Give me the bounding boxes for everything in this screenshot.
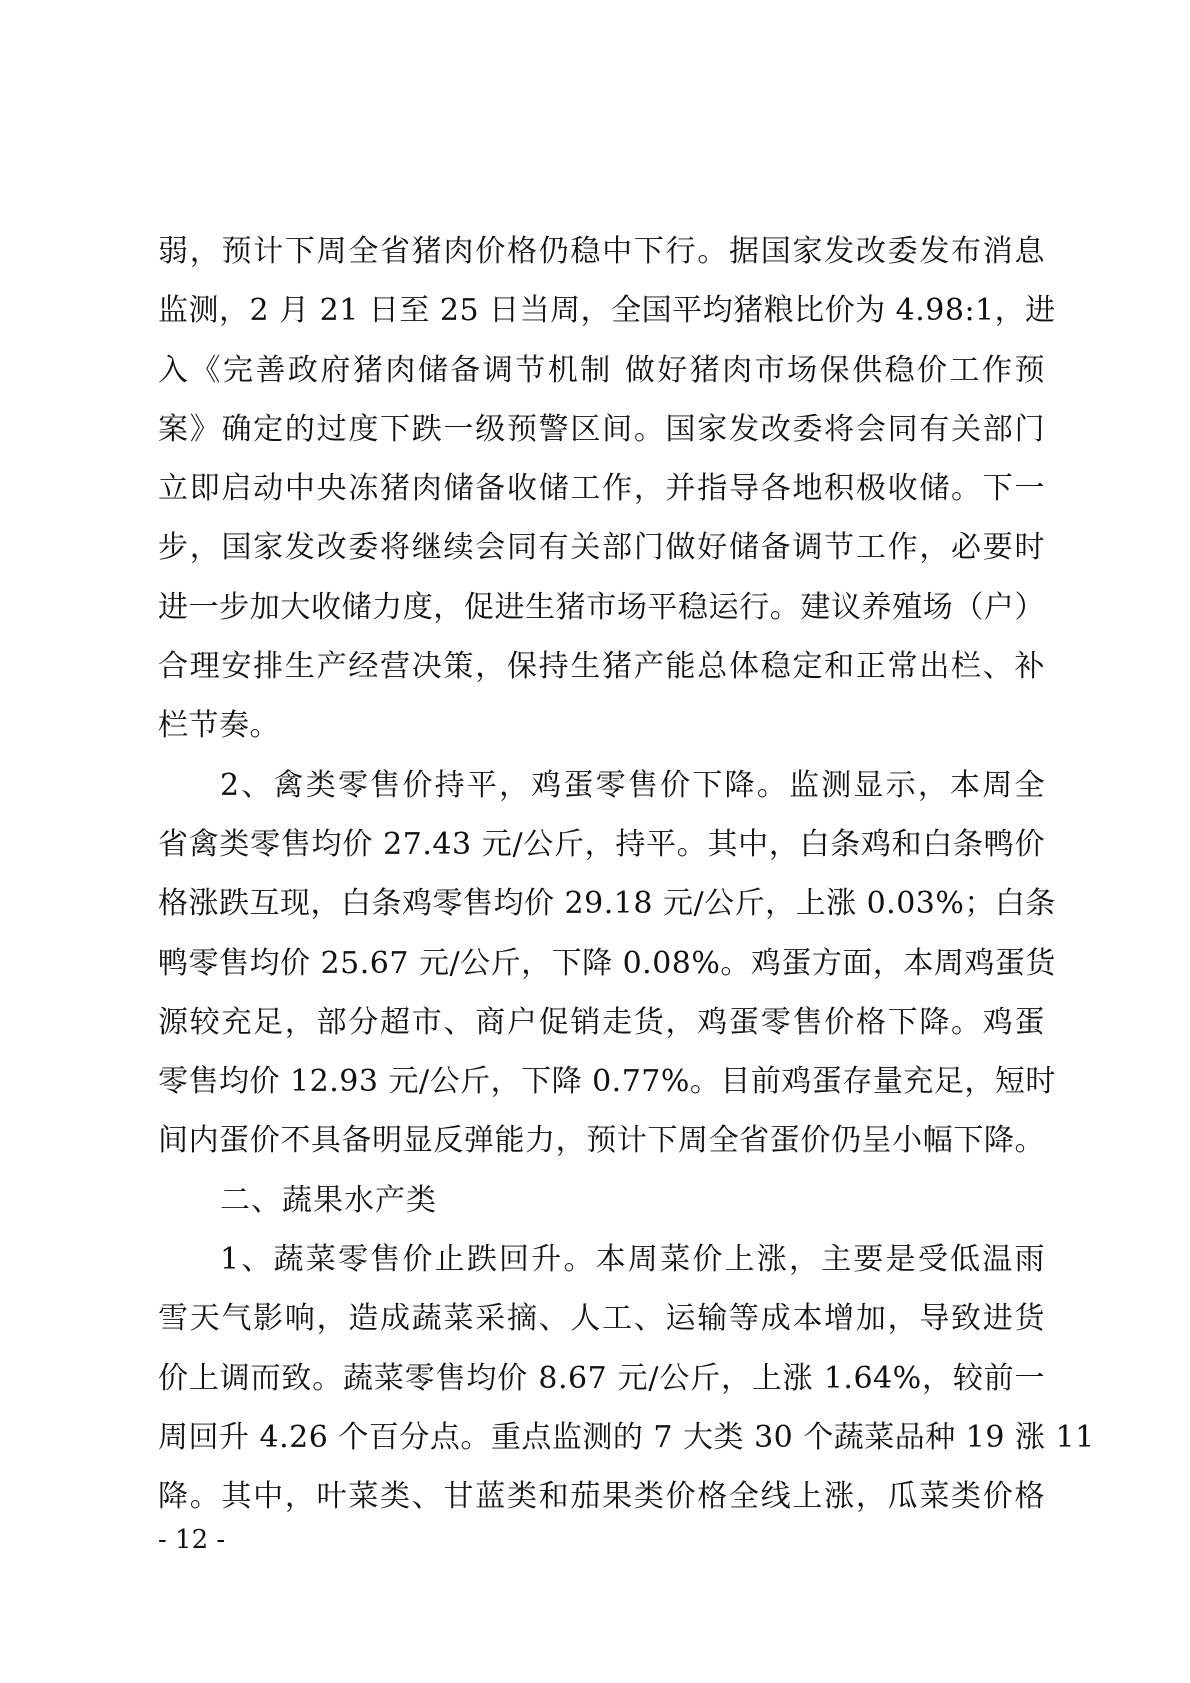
- text-line: 案》确定的过度下跌一级预警区间。国家发改委将会同有关部门: [158, 411, 1045, 447]
- text-line: 零售均价 12.93 元/公斤，下降 0.77%。目前鸡蛋存量充足，短时: [158, 1064, 1056, 1100]
- text-line: 弱，预计下周全省猪肉价格仍稳中下行。据国家发改委发布消息: [158, 234, 1045, 269]
- text-line: 步，国家发改委将继续会同有关部门做好储备调节工作，必要时: [158, 530, 1045, 566]
- text-line: 进一步加大收储力度，促进生猪市场平稳运行。建议养殖场（户）: [158, 589, 1045, 625]
- text-line: 立即启动中央冻猪肉储备收储工作，并指导各地积极收储。下一: [158, 471, 1045, 507]
- text-line: 鸭零售均价 25.67 元/公斤，下降 0.08%。鸡蛋方面，本周鸡蛋货: [158, 945, 1056, 981]
- text-line: 降。其中，叶菜类、甘蓝类和茄果类价格全线上涨，瓜菜类价格: [158, 1479, 1045, 1515]
- paragraph-start-line: 1、蔬菜零售价止跌回升。本周菜价上涨，主要是受低温雨: [220, 1242, 1045, 1278]
- text-line: 入《完善政府猪肉储备调节机制 做好猪肉市场保供稳价工作预: [158, 352, 1045, 388]
- text-line: 源较充足，部分超市、商户促销走货，鸡蛋零售价格下降。鸡蛋: [158, 1004, 1045, 1040]
- text-line: 雪天气影响，造成蔬菜采摘、人工、运输等成本增加，导致进货: [158, 1301, 1045, 1337]
- text-line: 栏节奏。: [158, 708, 280, 744]
- text-line: 合理安排生产经营决策，保持生猪产能总体稳定和正常出栏、补: [158, 649, 1045, 685]
- text-line: 周回升 4.26 个百分点。重点监测的 7 大类 30 个蔬菜品种 19 涨 11: [158, 1419, 1095, 1455]
- paragraph-start-line: 2、禽类零售价持平，鸡蛋零售价下降。监测显示，本周全: [220, 767, 1045, 803]
- text-line: 省禽类零售均价 27.43 元/公斤，持平。其中，白条鸡和白条鸭价: [158, 826, 1045, 862]
- text-line: 间内蛋价不具备明显反弹能力，预计下周全省蛋价仍呈小幅下降。: [158, 1123, 1045, 1159]
- text-line: 监测，2 月 21 日至 25 日当周，全国平均猪粮比价为 4.98:1，进: [158, 293, 1056, 329]
- text-line: 格涨跌互现，白条鸡零售均价 29.18 元/公斤，上涨 0.03%；白条: [158, 886, 1056, 922]
- page-number: - 12 -: [158, 1525, 226, 1555]
- text-line: 价上调而致。蔬菜零售均价 8.67 元/公斤，上涨 1.64%，较前一: [158, 1360, 1045, 1396]
- document-body: [158, 222, 1095, 1527]
- section-heading: 二、蔬果水产类: [220, 1182, 437, 1218]
